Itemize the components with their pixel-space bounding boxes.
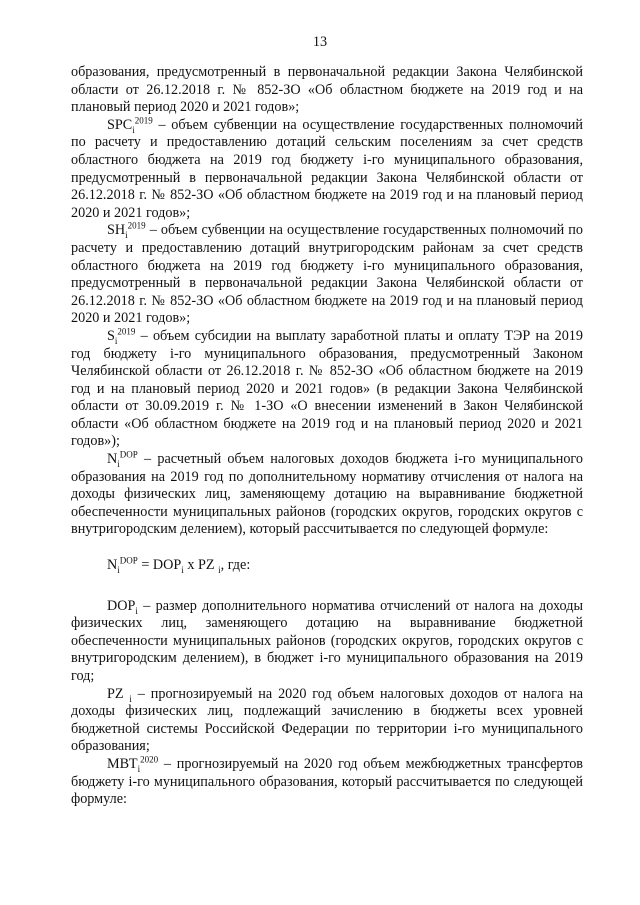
symbol-subscript: i: [117, 458, 120, 469]
document-body: [71, 64, 583, 809]
symbol-superscript: 2020: [140, 754, 159, 765]
paragraph-sh: [71, 222, 583, 328]
formula-dop: = DOP: [137, 557, 182, 574]
formula-pz: x PZ: [183, 557, 219, 574]
paragraph-pz: [71, 686, 583, 756]
symbol-spc: SPC: [107, 116, 133, 133]
formula-pz-subscript: i: [218, 564, 221, 575]
paragraph-text: – расчетный объем налоговых доходов бюджета i-го муниципального образования на 2019 год по дополнительному нормативу отчисления от налога на доходы физических лиц, заменяющему дотацию на выравнивание бюджетной обеспеченности муниципальных районов (городских округов, городских округов с внутригородским делением), который рассчитывается по следующей формуле:: [71, 451, 583, 538]
paragraph-spc: [71, 117, 583, 223]
paragraph-text: – объем субвенции на осуществление государственных полномочий по расчету и предоставлению дотаций внутригородским районам за счет средств областного бюджета на 2019 год бюджету i-го муниципального образования, предусмотренный в первоначальной редакции Закона Челябинской области от 26.12.2018 г. № 852-ЗО «Об областном бюджете на 2019 год и на плановый период 2020 и 2021 годов»;: [71, 222, 583, 327]
symbol-superscript: DOP: [119, 449, 138, 460]
paragraph-text: – объем субвенции на осуществление государственных полномочий по расчету и предоставлению дотаций сельским поселениям за счет средств областного бюджета на 2019 год бюджету i-го муниципального образования, предусмотренный в первоначальной редакции Закона Челябинской области от 26.12.2018 г. № 852-ЗО «Об областном бюджете на 2019 год и на плановый период 2020 и 2021 годов»;: [71, 116, 583, 221]
formula-lhs: N: [107, 557, 118, 574]
formula-lhs-superscript: DOP: [119, 555, 138, 566]
symbol-subscript: i: [114, 335, 118, 346]
paragraph-text: – прогнозируемый на 2020 год объем межбюджетных трансфертов бюджету i-го муниципального образования, который рассчитывается по следующей формуле:: [71, 755, 583, 808]
symbol-subscript: i: [135, 605, 138, 616]
symbol-superscript: 2019: [127, 220, 146, 231]
formula-lhs-subscript: i: [117, 564, 120, 575]
page-number: 13: [312, 34, 328, 50]
paragraph-continuation: [71, 64, 583, 117]
symbol-n: N: [107, 451, 118, 468]
symbol-s: S: [107, 327, 115, 344]
paragraph-s: [71, 328, 583, 451]
symbol-mbt: МВТ: [107, 755, 138, 772]
symbol-dop: DOP: [107, 597, 136, 614]
symbol-subscript: i: [132, 124, 135, 135]
formula-dop-subscript: i: [181, 564, 184, 575]
paragraph-text: – объем субсидии на выплату заработной платы и оплату ТЭР на 2019 год бюджету i-го муниципального образования, предусмотренный Законом Челябинской области от 26.12.2018 г. № 852-ЗО «Об областном бюджете на 2019 год и на плановый период 2020 и 2021 годов» (в редакции Закона Челябинской области от 30.09.2019 г. № 1-ЗО «О внесении изменений в Закон Челябинской области «Об областном бюджете на 2019 год и на плановый период 2020 и 2021 годов»);: [71, 327, 583, 450]
symbol-subscript: i: [129, 693, 132, 704]
paragraph-text: – прогнозируемый на 2020 год объем налоговых доходов от налога на доходы физических лиц, подлежащий зачислению в бюджеты всех уровней бюджетной системы Российской Федерации по территории i-го муниципального образования;: [71, 685, 583, 755]
formula: [71, 557, 583, 575]
formula-tail: , где:: [220, 557, 251, 574]
symbol-subscript: i: [137, 763, 141, 774]
paragraph-dop: [71, 598, 583, 686]
symbol-superscript: 2019: [134, 115, 153, 126]
paragraph-ndop: [71, 451, 583, 539]
paragraph-mbt: [71, 756, 583, 809]
paragraph-text: образования, предусмотренный в первоначальной редакции Закона Челябинской области от 26.12.2018 г. № 852-ЗО «Об областном бюджете на 2019 год и на плановый период 2020 и 2021 годов»;: [71, 64, 583, 116]
symbol-subscript: i: [125, 230, 128, 241]
symbol-pz: PZ: [107, 685, 130, 702]
symbol-superscript: 2019: [117, 326, 136, 337]
paragraph-text: – размер дополнительного норматива отчислений от налога на доходы физических лиц, заменяющего дотацию на выравнивание бюджетной обеспеченности муниципальных районов (городских округов, городских округов с внутригородским делением), в бюджет i-го муниципального образования на 2019 год;: [71, 597, 583, 684]
symbol-sh: SH: [107, 222, 126, 239]
